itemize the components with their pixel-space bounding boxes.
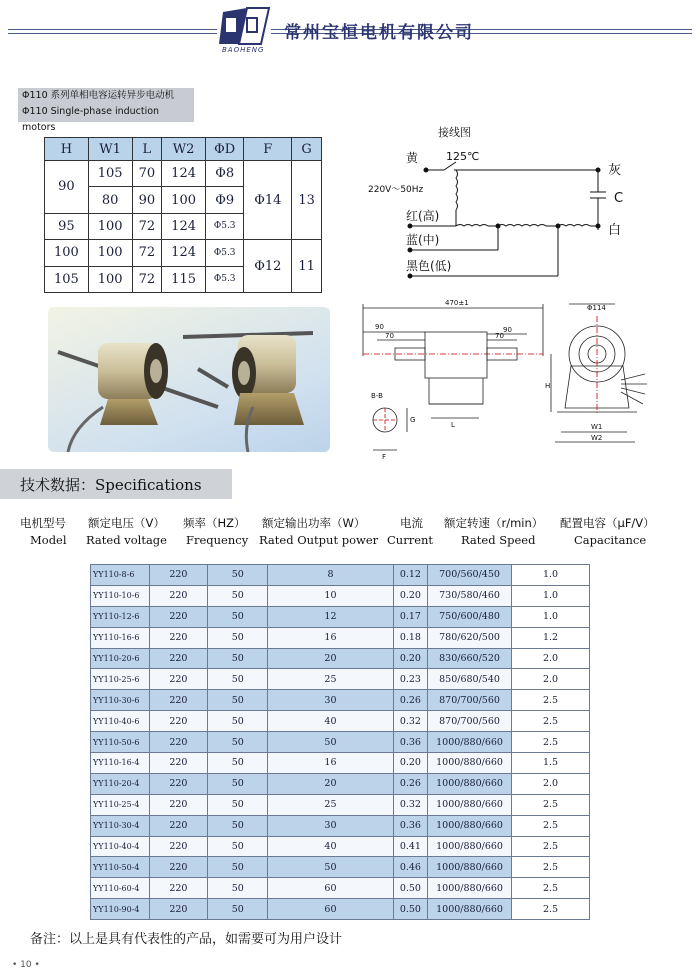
spec-cell-voltage: 220: [149, 732, 208, 753]
series-title: [18, 88, 194, 133]
spec-row: [91, 836, 590, 857]
spec-cell-current: 0.20: [393, 585, 427, 606]
series-title-cn: Φ110 系列单相电容运转异步电动机: [22, 90, 175, 101]
spec-heading-cn: 技术数据：: [20, 476, 96, 494]
spec-cell-power: 25: [268, 794, 393, 815]
dims-cell: Φ5.3: [205, 266, 243, 292]
spec-cell-model: YY110-90-4: [91, 899, 150, 920]
col-en-current: Current: [387, 533, 434, 547]
drawing-label-w1: W1: [591, 423, 603, 431]
dims-cell: 100: [88, 213, 132, 239]
spec-cell-voltage: 220: [149, 565, 208, 586]
spec-cell-frequency: 50: [208, 899, 268, 920]
spec-cell-model: YY110-30-4: [91, 815, 150, 836]
dims-cell: 70: [132, 161, 162, 187]
drawing-label-l: L: [451, 421, 455, 429]
col-cn-current: 电流: [400, 516, 423, 530]
spec-cell-frequency: 50: [208, 606, 268, 627]
spec-cell-current: 0.26: [393, 690, 427, 711]
spec-cell-model: YY110-8-6: [91, 565, 150, 586]
spec-cell-voltage: 220: [149, 773, 208, 794]
dims-cell: 105: [88, 161, 132, 187]
spec-row: [91, 565, 590, 586]
spec-cell-model: YY110-20-6: [91, 648, 150, 669]
spec-cell-model: YY110-16-4: [91, 753, 150, 774]
spec-cell-voltage: 220: [149, 711, 208, 732]
spec-cell-frequency: 50: [208, 669, 268, 690]
spec-cell-capacitance: 2.5: [512, 794, 590, 815]
dims-cell: 100: [88, 240, 132, 266]
dims-cell: 115: [162, 266, 206, 292]
dims-cell-g: 11: [292, 240, 322, 293]
spec-cell-power: 20: [268, 773, 393, 794]
dims-header-g: G: [292, 138, 322, 161]
spec-cell-model: YY110-20-4: [91, 773, 150, 794]
spec-cell-speed: 870/700/560: [428, 711, 512, 732]
spec-cell-speed: 700/560/450: [428, 565, 512, 586]
wiring-grey: 灰: [608, 163, 622, 178]
col-cn-capacitance: 配置电容（μF/V）: [560, 516, 655, 530]
dims-cell: 90: [45, 161, 89, 214]
wiring-title: 接线图: [438, 126, 471, 139]
spec-cell-model: YY110-25-6: [91, 669, 150, 690]
logo-text: BAOHENG: [222, 46, 265, 54]
spec-cell-frequency: 50: [208, 878, 268, 899]
spec-cell-frequency: 50: [208, 648, 268, 669]
spec-cell-capacitance: 2.5: [512, 815, 590, 836]
col-cn-model: 电机型号: [20, 516, 66, 530]
spec-cell-model: YY110-10-6: [91, 585, 150, 606]
dims-cell: 72: [132, 240, 162, 266]
spec-cell-current: 0.20: [393, 753, 427, 774]
wiring-yellow: 黄: [406, 151, 419, 165]
series-title-en: Φ110 Single-phase induction motors: [22, 106, 160, 133]
spec-cell-current: 0.36: [393, 732, 427, 753]
spec-cell-capacitance: 2.5: [512, 690, 590, 711]
spec-cell-capacitance: 2.5: [512, 732, 590, 753]
dims-header-l: L: [132, 138, 162, 161]
drawing-label-w2: W2: [591, 434, 603, 442]
col-en-model: Model: [30, 533, 67, 547]
col-en-power: Rated Output power: [259, 533, 379, 547]
spec-cell-power: 20: [268, 648, 393, 669]
spec-cell-power: 10: [268, 585, 393, 606]
wiring-black: 黑色(低): [406, 259, 452, 273]
col-cn-speed: 额定转速（r/min）: [444, 516, 544, 530]
spec-cell-capacitance: 2.5: [512, 836, 590, 857]
drawing-label-f: F: [382, 453, 387, 461]
spec-cell-current: 0.50: [393, 899, 427, 920]
wiring-blue: 蓝(中): [406, 233, 440, 247]
drawing-dim-90a: 90: [375, 323, 384, 331]
spec-cell-voltage: 220: [149, 648, 208, 669]
dims-cell-g: 13: [292, 161, 322, 240]
spec-cell-capacitance: 2.5: [512, 899, 590, 920]
dims-header-d: ΦD: [205, 138, 243, 161]
spec-cell-power: 50: [268, 857, 393, 878]
dims-cell: 72: [132, 213, 162, 239]
spec-cell-current: 0.26: [393, 773, 427, 794]
spec-cell-current: 0.46: [393, 857, 427, 878]
company-name: 常州宝恒电机有限公司: [284, 23, 474, 43]
wiring-white: 白: [608, 223, 622, 238]
spec-cell-model: YY110-60-4: [91, 878, 150, 899]
dims-cell: Φ5.3: [205, 240, 243, 266]
dims-cell: 100: [88, 266, 132, 292]
dims-cell: 72: [132, 266, 162, 292]
spec-row: [91, 711, 590, 732]
specifications-table: [90, 564, 590, 920]
spec-cell-model: YY110-40-4: [91, 836, 150, 857]
spec-heading-en: Specifications: [95, 476, 202, 494]
spec-cell-capacitance: 1.0: [512, 606, 590, 627]
dims-header-w1: W1: [88, 138, 132, 161]
spec-cell-voltage: 220: [149, 606, 208, 627]
drawing-label-g: G: [410, 416, 416, 424]
spec-cell-current: 0.23: [393, 669, 427, 690]
spec-cell-model: YY110-50-6: [91, 732, 150, 753]
spec-cell-capacitance: 2.5: [512, 878, 590, 899]
spec-row: [91, 878, 590, 899]
col-cn-frequency: 频率（HZ）: [183, 516, 246, 530]
spec-cell-model: YY110-30-6: [91, 690, 150, 711]
dimensions-table: [44, 137, 322, 293]
dims-cell: 100: [45, 240, 89, 266]
spec-cell-frequency: 50: [208, 565, 268, 586]
spec-row: [91, 794, 590, 815]
spec-cell-speed: 1000/880/660: [428, 857, 512, 878]
dims-cell: 90: [132, 187, 162, 213]
spec-cell-voltage: 220: [149, 836, 208, 857]
dims-header-h: H: [45, 138, 89, 161]
spec-cell-model: YY110-16-6: [91, 627, 150, 648]
spec-cell-speed: 1000/880/660: [428, 878, 512, 899]
spec-cell-speed: 1000/880/660: [428, 815, 512, 836]
spec-cell-capacitance: 2.0: [512, 648, 590, 669]
dims-cell: 80: [88, 187, 132, 213]
dims-cell: Φ5.3: [205, 213, 243, 239]
spec-cell-frequency: 50: [208, 815, 268, 836]
spec-cell-voltage: 220: [149, 690, 208, 711]
wiring-voltage: 220V～50Hz: [368, 185, 424, 195]
spec-cell-model: YY110-40-6: [91, 711, 150, 732]
spec-cell-frequency: 50: [208, 753, 268, 774]
spec-row: [91, 690, 590, 711]
spec-cell-current: 0.36: [393, 815, 427, 836]
spec-cell-speed: 1000/880/660: [428, 794, 512, 815]
dims-cell: 100: [162, 187, 206, 213]
spec-row: [91, 585, 590, 606]
spec-cell-current: 0.12: [393, 565, 427, 586]
spec-cell-power: 12: [268, 606, 393, 627]
drawing-diameter: Φ114: [587, 304, 606, 312]
spec-cell-voltage: 220: [149, 753, 208, 774]
spec-cell-speed: 1000/880/660: [428, 899, 512, 920]
spec-cell-voltage: 220: [149, 585, 208, 606]
dims-row: [45, 161, 322, 187]
spec-cell-speed: 830/660/520: [428, 648, 512, 669]
dims-cell: 124: [162, 240, 206, 266]
spec-cell-frequency: 50: [208, 690, 268, 711]
spec-cell-frequency: 50: [208, 773, 268, 794]
spec-row: [91, 627, 590, 648]
col-en-frequency: Frequency: [186, 533, 249, 547]
spec-cell-speed: 750/600/480: [428, 606, 512, 627]
spec-cell-frequency: 50: [208, 732, 268, 753]
spec-cell-speed: 780/620/500: [428, 627, 512, 648]
spec-cell-speed: 850/680/540: [428, 669, 512, 690]
spec-cell-speed: 1000/880/660: [428, 773, 512, 794]
spec-cell-frequency: 50: [208, 711, 268, 732]
spec-row: [91, 815, 590, 836]
spec-row: [91, 899, 590, 920]
spec-cell-current: 0.50: [393, 878, 427, 899]
spec-cell-frequency: 50: [208, 836, 268, 857]
spec-cell-voltage: 220: [149, 627, 208, 648]
spec-heading: [20, 474, 202, 495]
spec-cell-power: 25: [268, 669, 393, 690]
dims-cell: Φ8: [205, 161, 243, 187]
dims-cell-f: Φ12: [244, 240, 292, 293]
drawing-section: B-B: [371, 392, 383, 400]
spec-cell-model: YY110-25-4: [91, 794, 150, 815]
drawing-total-length: 470±1: [445, 299, 469, 307]
spec-cell-capacitance: 2.0: [512, 669, 590, 690]
spec-cell-voltage: 220: [149, 857, 208, 878]
spec-cell-speed: 1000/880/660: [428, 753, 512, 774]
spec-cell-capacitance: 2.5: [512, 711, 590, 732]
drawing-dim-90b: 90: [503, 326, 512, 334]
dims-header-f: F: [244, 138, 292, 161]
spec-cell-model: YY110-50-4: [91, 857, 150, 878]
spec-cell-capacitance: 1.0: [512, 585, 590, 606]
dims-row: [45, 240, 322, 266]
spec-cell-power: 30: [268, 815, 393, 836]
col-en-capacitance: Capacitance: [574, 533, 647, 547]
dims-header-row: [45, 138, 322, 161]
wiring-temp: 125℃: [446, 150, 480, 163]
spec-cell-capacitance: 1.0: [512, 565, 590, 586]
dims-header-w2: W2: [162, 138, 206, 161]
spec-cell-speed: 1000/880/660: [428, 836, 512, 857]
spec-cell-voltage: 220: [149, 899, 208, 920]
drawing-label-h: H: [545, 382, 551, 390]
spec-cell-current: 0.17: [393, 606, 427, 627]
spec-cell-speed: 1000/880/660: [428, 732, 512, 753]
spec-cell-power: 30: [268, 690, 393, 711]
spec-cell-capacitance: 1.2: [512, 627, 590, 648]
spec-cell-power: 60: [268, 899, 393, 920]
spec-cell-frequency: 50: [208, 794, 268, 815]
spec-cell-model: YY110-12-6: [91, 606, 150, 627]
spec-cell-frequency: 50: [208, 585, 268, 606]
drawing-dim-70b: 70: [495, 332, 504, 340]
dims-cell: Φ9: [205, 187, 243, 213]
product-photo: [48, 307, 330, 452]
spec-row: [91, 857, 590, 878]
wiring-red: 红(高): [406, 209, 440, 223]
spec-cell-current: 0.32: [393, 794, 427, 815]
spec-cell-speed: 730/580/460: [428, 585, 512, 606]
footnote: 备注：以上是具有代表性的产品，如需要可为用户设计: [30, 932, 343, 947]
spec-cell-power: 40: [268, 711, 393, 732]
spec-row: [91, 606, 590, 627]
spec-cell-current: 0.20: [393, 648, 427, 669]
dimension-drawing: [355, 296, 685, 466]
spec-cell-voltage: 220: [149, 815, 208, 836]
page-number: • 10 •: [12, 960, 40, 970]
drawing-dim-70a: 70: [385, 332, 394, 340]
spec-cell-voltage: 220: [149, 878, 208, 899]
dims-cell: 95: [45, 213, 89, 239]
spec-cell-power: 40: [268, 836, 393, 857]
spec-cell-capacitance: 2.0: [512, 773, 590, 794]
col-cn-voltage: 额定电压（V）: [88, 516, 165, 530]
spec-row: [91, 669, 590, 690]
spec-cell-frequency: 50: [208, 857, 268, 878]
spec-cell-power: 50: [268, 732, 393, 753]
spec-cell-current: 0.32: [393, 711, 427, 732]
spec-cell-capacitance: 2.5: [512, 857, 590, 878]
col-en-speed: Rated Speed: [461, 533, 536, 547]
spec-cell-power: 60: [268, 878, 393, 899]
spec-cell-current: 0.18: [393, 627, 427, 648]
company-logo: [217, 6, 271, 46]
spec-row: [91, 773, 590, 794]
spec-row: [91, 732, 590, 753]
spec-cell-voltage: 220: [149, 669, 208, 690]
spec-cell-capacitance: 1.5: [512, 753, 590, 774]
spec-cell-power: 8: [268, 565, 393, 586]
col-en-voltage: Rated voltage: [86, 533, 167, 547]
col-cn-power: 额定输出功率（W）: [262, 516, 366, 530]
spec-cell-power: 16: [268, 753, 393, 774]
dims-cell: 105: [45, 266, 89, 292]
spec-cell-speed: 870/700/560: [428, 690, 512, 711]
spec-row: [91, 753, 590, 774]
wiring-cap: C: [614, 191, 624, 206]
dims-cell: 124: [162, 161, 206, 187]
dims-cell-f: Φ14: [244, 161, 292, 240]
spec-cell-frequency: 50: [208, 627, 268, 648]
dims-cell: 124: [162, 213, 206, 239]
spec-cell-power: 16: [268, 627, 393, 648]
wiring-diagram: [362, 122, 682, 282]
spec-row: [91, 648, 590, 669]
spec-cell-current: 0.41: [393, 836, 427, 857]
spec-cell-voltage: 220: [149, 794, 208, 815]
